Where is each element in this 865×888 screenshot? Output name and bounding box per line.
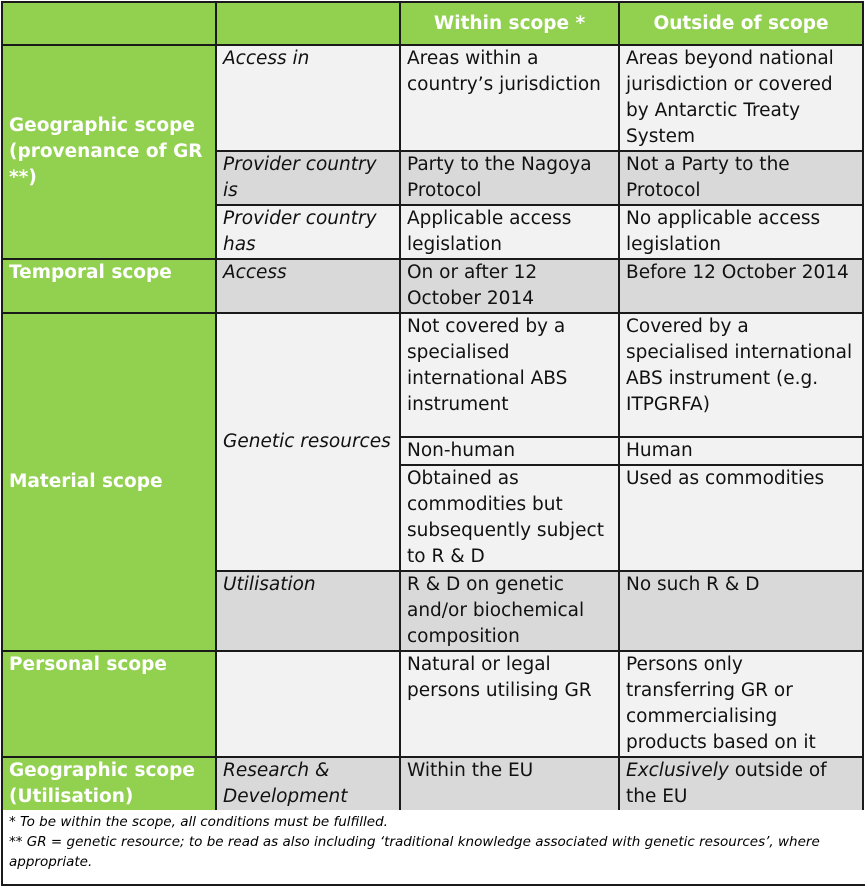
outside-cell: Not a Party to the Protocol xyxy=(619,151,863,205)
criterion-cell: Access in xyxy=(216,45,400,151)
within-cell: Natural or legal persons utilising GR xyxy=(400,651,619,757)
geographic-utilisation-label: Geographic scope (Utilisation) xyxy=(2,757,216,833)
geographic-scope-label: Geographic scope (provenance of GR **) xyxy=(2,45,216,259)
within-cell: Obtained as commodities but subsequently subject to R & D xyxy=(400,465,619,571)
outside-cell: Before 12 October 2014 xyxy=(619,259,863,313)
footnote-asterisk: * To be within the scope, all conditions must be fulfilled. xyxy=(9,814,388,830)
within-cell: Not covered by a specialised international ABS instrument xyxy=(400,313,619,437)
within-cell: On or after 12 October 2014 xyxy=(400,259,619,313)
outside-cell: No such R & D xyxy=(619,571,863,651)
within-cell: Applicable access legislation xyxy=(400,205,619,259)
criterion-cell: Utilisation xyxy=(216,571,400,651)
footnote-gr: ** GR = genetic resource; to be read as also including ‘traditional knowledge associated with genetic resources’, where appropriate. xyxy=(9,834,820,870)
criterion-cell: Access xyxy=(216,259,400,313)
footnotes xyxy=(1,810,865,886)
genetic-resources-label: Genetic resources xyxy=(216,313,400,571)
exclusively-emphasis: Exclusively xyxy=(626,760,729,781)
within-cell: Areas within a country’s jurisdiction xyxy=(400,45,619,151)
within-cell: Non-human xyxy=(400,437,619,465)
outside-rest-text: outside of the EU xyxy=(626,760,827,807)
header-corner xyxy=(2,2,216,45)
criterion-cell: Research & Development xyxy=(216,757,400,833)
table-row xyxy=(2,259,863,313)
outside-cell: Human xyxy=(619,437,863,465)
outside-cell: Areas beyond national jurisdiction or covered by Antarctic Treaty System xyxy=(619,45,863,151)
outside-cell: Used as commodities xyxy=(619,465,863,571)
outside-cell: Covered by a specialised international ABS instrument (e.g. ITPGRFA) xyxy=(619,313,863,437)
header-within-scope: Within scope * xyxy=(400,2,619,45)
within-cell: Party to the Nagoya Protocol xyxy=(400,151,619,205)
scope-table xyxy=(1,1,864,834)
within-cell: Within the EU xyxy=(400,757,619,833)
table-row xyxy=(2,651,863,757)
outside-cell: Persons only transferring GR or commercialising products based on it xyxy=(619,651,863,757)
temporal-scope-label: Temporal scope xyxy=(2,259,216,313)
header-outside-scope: Outside of scope xyxy=(619,2,863,45)
criterion-cell xyxy=(216,651,400,757)
material-scope-label: Material scope xyxy=(2,313,216,651)
criterion-cell: Provider country has xyxy=(216,205,400,259)
header-row xyxy=(2,2,863,45)
within-cell: R & D on genetic and/or biochemical composition xyxy=(400,571,619,651)
table-row xyxy=(2,45,863,151)
personal-scope-label: Personal scope xyxy=(2,651,216,757)
outside-cell: No applicable access legislation xyxy=(619,205,863,259)
criterion-cell: Provider country is xyxy=(216,151,400,205)
header-blank xyxy=(216,2,400,45)
table-row xyxy=(2,313,863,437)
